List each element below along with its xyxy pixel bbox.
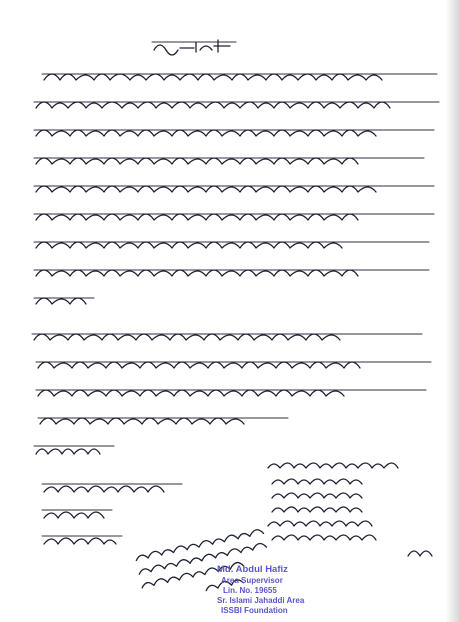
handwritten-closing [30, 438, 130, 464]
svg-text:Sr. Islami Jahaddi Area: Sr. Islami Jahaddi Area [217, 596, 305, 605]
svg-text:Area Supervisor: Area Supervisor [221, 576, 283, 585]
svg-text:ISSBI Foundation: ISSBI Foundation [221, 606, 288, 615]
svg-text:Md. Abdul Hafiz: Md. Abdul Hafiz [217, 564, 288, 575]
handwritten-body [28, 62, 458, 322]
handwritten-recommendation [28, 318, 458, 438]
svg-text:Lin. No. 19655: Lin. No. 19655 [223, 586, 277, 595]
handwritten-title [150, 36, 240, 58]
official-stamp [213, 560, 333, 620]
